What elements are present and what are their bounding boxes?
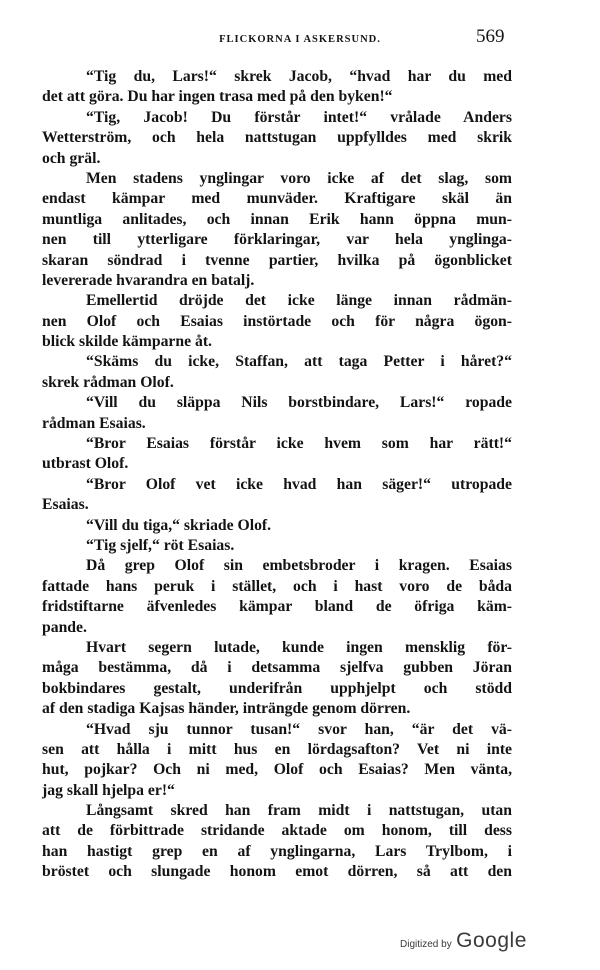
text-line: “Bror Esaias förstår icke hvem som har rätt!“ [86, 435, 512, 453]
text-line: fridstiftarne äfvenledes kämpar bland de öfriga käm- [42, 598, 512, 616]
body-text [42, 67, 512, 883]
text-line: rådman Esaias. [42, 414, 146, 432]
text-line: “Vill du släppa Nils borstbindare, Lars!“ ropade [86, 394, 512, 412]
text-line: det att göra. Du har ingen trasa med på den byken!“ [42, 88, 393, 106]
text-line: Men stadens ynglingar voro icke af det slag, som [86, 169, 512, 187]
text-line: Emellertid dröjde det icke länge innan rådmän- [86, 292, 512, 310]
text-line: “Tig du, Lars!“ skrek Jacob, “hvad har du med [86, 68, 512, 85]
text-line: Wetterström, och hela nattstugan uppfylldes med skrik [42, 129, 512, 147]
text-line: Långsamt skred han fram midt i nattstugan, utan [86, 802, 512, 820]
digitized-by-label: Digitized by [400, 939, 452, 950]
google-wordmark: Google [456, 929, 527, 952]
page-number: 569 [476, 26, 505, 47]
text-line: Hvart segern lutade, kunde ingen mensklig för- [86, 638, 512, 656]
text-line: muntliga anlitades, och innan Erik hann öppna mun- [42, 210, 512, 228]
text-line: hut, pojkar? Och ni med, Olof och Esaias? Men vänta, [42, 761, 512, 779]
text-line: pande. [42, 618, 87, 636]
text-line: “Skäms du icke, Staffan, att taga Petter i håret?“ [86, 353, 512, 371]
text-line: endast kämpar med munväder. Kraftigare skäl än [42, 190, 512, 208]
text-line: sen att hålla i mitt hus en lördagsafton? Vet ni inte [42, 740, 512, 758]
text-line: “Bror Olof vet icke hvad han säger!“ utropade [86, 475, 512, 493]
text-line: blick skilde kämparne åt. [42, 333, 212, 351]
text-line: levererade hvarandra en batalj. [42, 271, 255, 289]
text-line: bröstet och slungade honom emot dörren, så att den [42, 863, 512, 881]
digitization-credit [400, 929, 527, 953]
text-line: “Tig sjelf,“ röt Esaias. [86, 536, 235, 554]
running-title: FLICKORNA I ASKERSUND. [219, 34, 381, 45]
text-line: att de förbittrade stridande aktade om honom, till dess [42, 822, 512, 840]
text-line: utbrast Olof. [42, 455, 129, 473]
text-line: “Tig, Jacob! Du förstår intet!“ vrålade Anders [86, 108, 512, 126]
text-line: Esaias. [42, 496, 89, 514]
text-line: nen till ytterligare förklaringar, var hela ynglinga- [42, 231, 512, 249]
text-line: Då grep Olof sin embetsbroder i kragen. Esaias [86, 557, 512, 575]
text-line: bokbindares gestalt, underifrån upphjelpt och stödd [42, 679, 512, 697]
text-line: måga bestämma, då i detsamma sjelfva gubben Jöran [42, 659, 512, 677]
text-line: jag skall hjelpa er!“ [42, 781, 175, 799]
text-line: “Vill du tiga,“ skriade Olof. [86, 516, 272, 534]
text-line: skaran söndrad i tvenne partier, hvilka på ögonblicket [42, 251, 512, 269]
text-line: af den stadiga Kajsas händer, inträngde genom dörren. [42, 700, 411, 718]
text-line: och gräl. [42, 149, 101, 167]
text-line: fattade hans peruk i stället, och i hast voro de båda [42, 577, 512, 595]
text-line: nen Olof och Esaias instörtade och för några ögon- [42, 312, 512, 330]
text-line: “Hvad sju tunnor tusan!“ svor han, “är det vä- [86, 720, 512, 738]
text-line: skrek rådman Olof. [42, 373, 174, 391]
text-line: han hastigt grep en af ynglingarna, Lars Trylbom, i [42, 842, 512, 860]
